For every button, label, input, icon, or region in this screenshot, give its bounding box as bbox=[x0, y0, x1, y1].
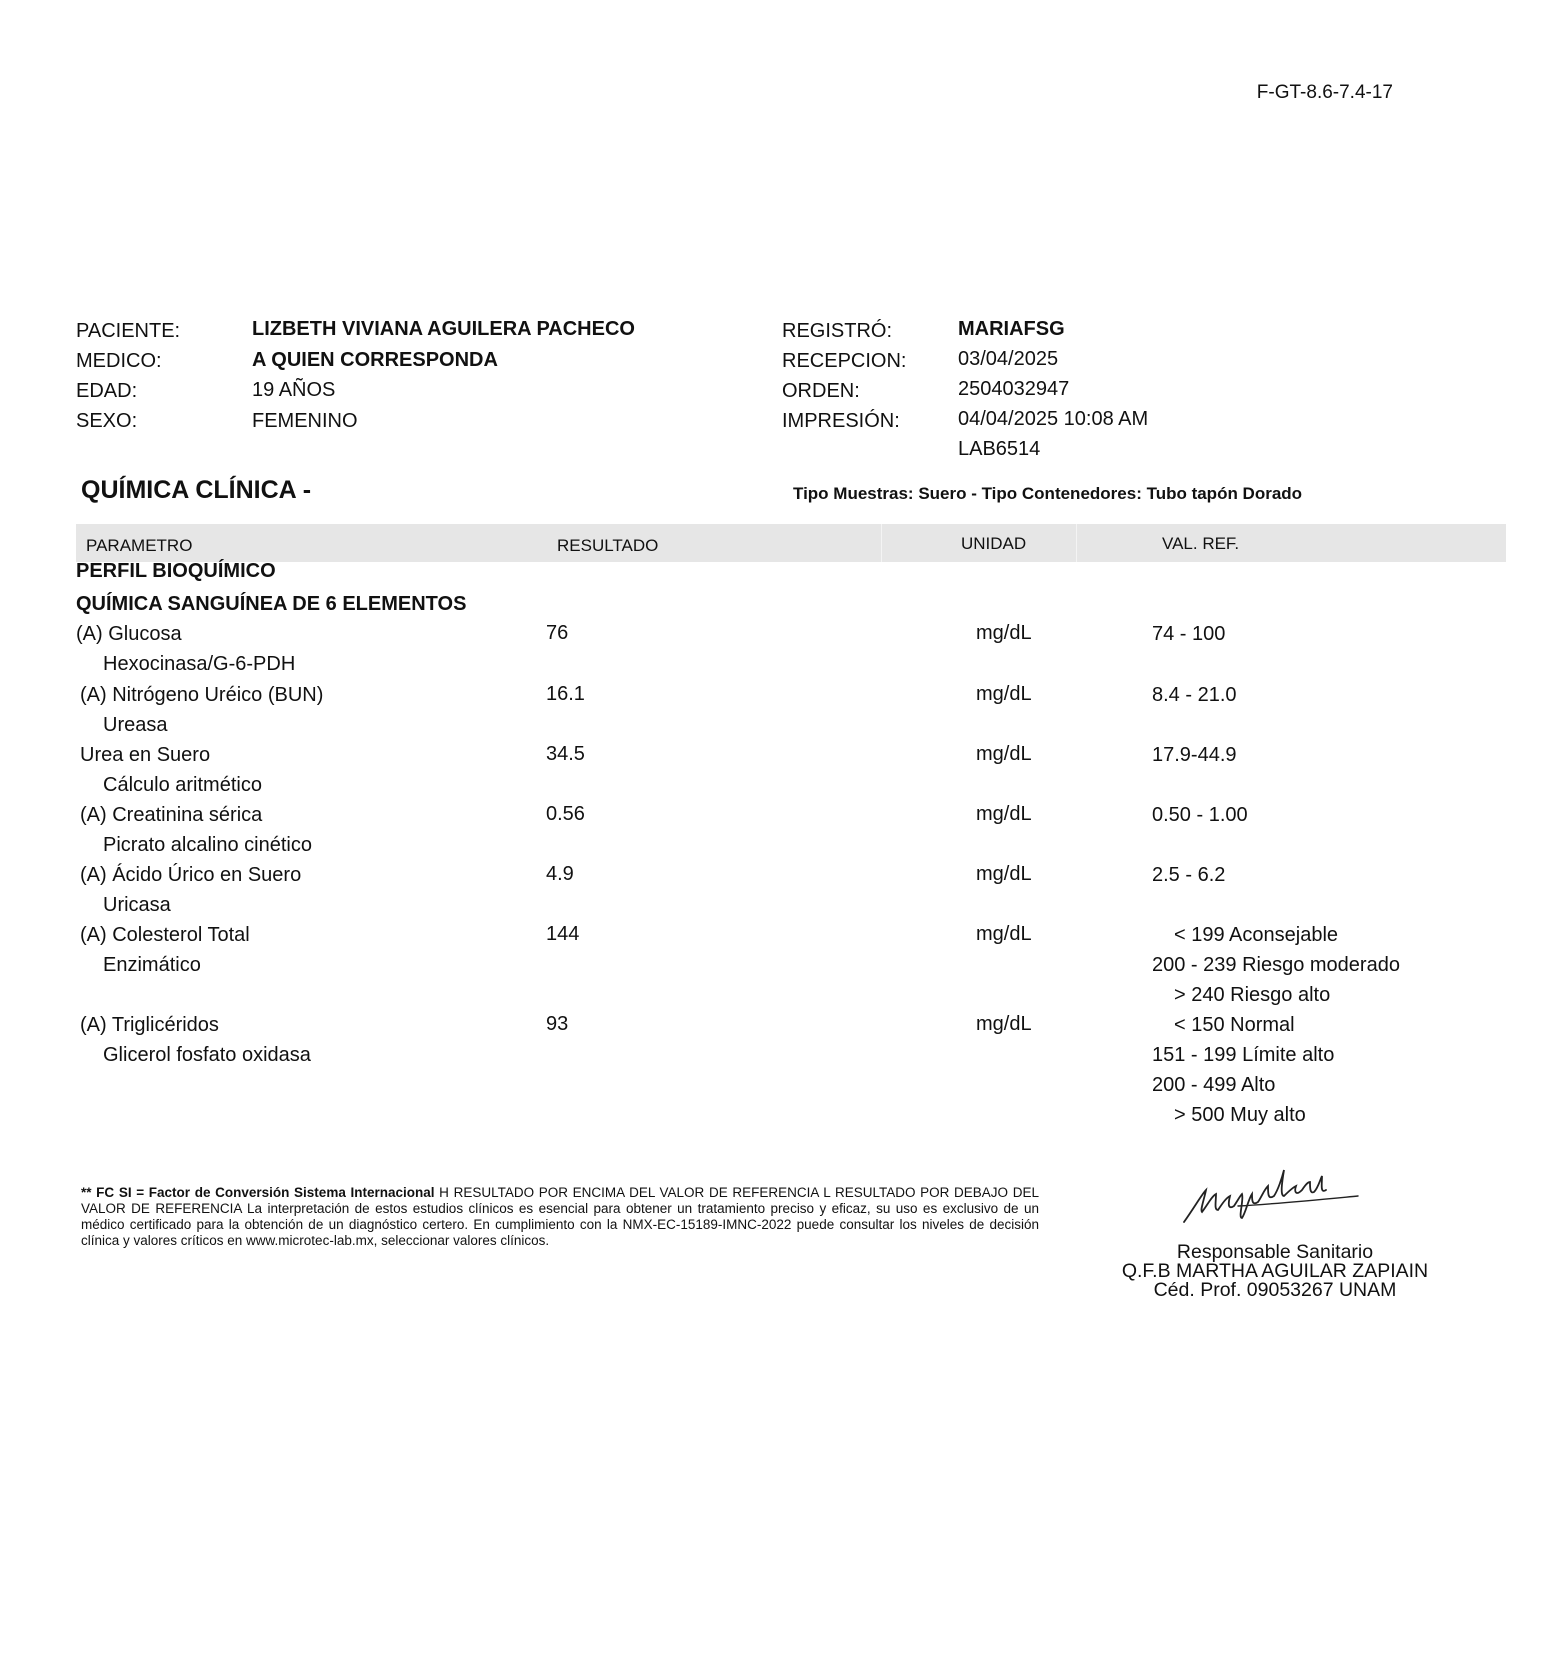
order-label: ORDEN: bbox=[782, 380, 860, 402]
row-unit: mg/dL bbox=[976, 923, 1032, 945]
row-ref: 74 - 100 bbox=[1152, 623, 1226, 645]
profile-title: PERFIL BIOQUÍMICO bbox=[76, 560, 276, 582]
row-method: Enzimático bbox=[103, 954, 201, 976]
row-unit: mg/dL bbox=[976, 803, 1032, 825]
print-value: 04/04/2025 10:08 AM bbox=[958, 408, 1149, 430]
row-ref: 200 - 499 Alto bbox=[1152, 1074, 1276, 1096]
row-ref: > 240 Riesgo alto bbox=[1174, 984, 1331, 1006]
row-unit: mg/dL bbox=[976, 622, 1032, 644]
header-result: RESULTADO bbox=[557, 536, 659, 555]
row-ref: < 199 Aconsejable bbox=[1174, 924, 1339, 946]
row-result: 93 bbox=[546, 1013, 569, 1035]
sex-value: FEMENINO bbox=[252, 410, 358, 432]
row-name: (A) Triglicéridos bbox=[80, 1014, 219, 1036]
row-method: Uricasa bbox=[103, 894, 171, 916]
lab-code: LAB6514 bbox=[958, 438, 1041, 460]
row-method: Cálculo aritmético bbox=[103, 774, 262, 796]
row-unit: mg/dL bbox=[976, 683, 1032, 705]
signature-image bbox=[1176, 1160, 1361, 1230]
reception-value: 03/04/2025 bbox=[958, 348, 1059, 370]
reception-label: RECEPCION: bbox=[782, 350, 907, 372]
row-name: (A) Ácido Úrico en Suero bbox=[80, 864, 302, 886]
header-param: PARAMETRO bbox=[86, 536, 193, 555]
header-unit: UNIDAD bbox=[961, 534, 1027, 553]
row-ref: 8.4 - 21.0 bbox=[1152, 684, 1237, 706]
row-name: (A) Colesterol Total bbox=[80, 924, 250, 946]
row-unit: mg/dL bbox=[976, 863, 1032, 885]
row-ref: 0.50 - 1.00 bbox=[1152, 804, 1248, 826]
responsible-role: Responsable Sanitario bbox=[1176, 1241, 1374, 1263]
header-ref: VAL. REF. bbox=[1162, 534, 1240, 553]
row-result: 4.9 bbox=[546, 863, 574, 885]
row-unit: mg/dL bbox=[976, 743, 1032, 765]
row-result: 76 bbox=[546, 622, 569, 644]
row-name: (A) Glucosa bbox=[76, 623, 182, 645]
section-title: QUÍMICA CLÍNICA - bbox=[81, 476, 312, 504]
row-unit: mg/dL bbox=[976, 1013, 1032, 1035]
patient-name: LIZBETH VIVIANA AGUILERA PACHECO bbox=[252, 318, 635, 340]
row-ref: < 150 Normal bbox=[1174, 1014, 1295, 1036]
row-method: Ureasa bbox=[103, 714, 168, 736]
print-label: IMPRESIÓN: bbox=[782, 410, 900, 432]
row-ref: 200 - 239 Riesgo moderado bbox=[1152, 954, 1400, 976]
table-header bbox=[76, 524, 1506, 562]
row-method: Hexocinasa/G-6-PDH bbox=[103, 653, 296, 675]
row-ref: 17.9-44.9 bbox=[1152, 744, 1237, 766]
sample-info: Tipo Muestras: Suero - Tipo Contenedores: Tubo tapón Dorado bbox=[793, 484, 1303, 503]
footer-note-bold: ** FC SI = Factor de Conversión Sistema Internacional bbox=[81, 1185, 435, 1200]
row-result: 34.5 bbox=[546, 743, 585, 765]
doctor-label: MEDICO: bbox=[76, 350, 162, 372]
row-method: Glicerol fosfato oxidasa bbox=[103, 1044, 311, 1066]
responsible-name: Q.F.B MARTHA AGUILAR ZAPIAIN bbox=[1121, 1260, 1429, 1282]
row-ref: 2.5 - 6.2 bbox=[1152, 864, 1226, 886]
row-ref: > 500 Muy alto bbox=[1174, 1104, 1306, 1126]
row-result: 16.1 bbox=[546, 683, 585, 705]
document-code: F-GT-8.6-7.4-17 bbox=[1256, 82, 1393, 103]
row-name: (A) Creatinina sérica bbox=[80, 804, 263, 826]
row-name: Urea en Suero bbox=[80, 744, 211, 766]
order-value: 2504032947 bbox=[958, 378, 1070, 400]
patient-label: PACIENTE: bbox=[76, 320, 181, 342]
responsible-license: Céd. Prof. 09053267 UNAM bbox=[1153, 1279, 1397, 1301]
registered-value: MARIAFSG bbox=[958, 318, 1065, 340]
footer-note-text: H RESULTADO POR ENCIMA DEL VALOR DE REFERENCIA L RESULTADO POR DEBAJO DEL VALOR DE REFERENCIA La interpretación de estos estudios clínicos es esencial para obtener un tratamiento preciso y eficaz, su uso es exclusivo de un médico certificado para la obtención de un diagnóstico certero. En cumplimiento con la NMX-EC-15189-IMNC-2022 puede consultar los niveles de decisión clínica y valores críticos en www.microtec-lab.mx, seleccionar valores clínicos. bbox=[81, 1185, 1039, 1248]
registered-label: REGISTRÓ: bbox=[782, 320, 893, 342]
row-name: (A) Nitrógeno Uréico (BUN) bbox=[80, 684, 324, 706]
row-ref: 151 - 199 Límite alto bbox=[1152, 1044, 1335, 1066]
row-result: 144 bbox=[546, 923, 580, 945]
doctor-name: A QUIEN CORRESPONDA bbox=[252, 349, 498, 371]
group-title: QUÍMICA SANGUÍNEA DE 6 ELEMENTOS bbox=[76, 593, 467, 615]
row-result: 0.56 bbox=[546, 803, 585, 825]
footer-note bbox=[81, 1185, 1039, 1249]
age-label: EDAD: bbox=[76, 380, 138, 402]
row-method: Picrato alcalino cinético bbox=[103, 834, 312, 856]
age-value: 19 AÑOS bbox=[252, 379, 336, 401]
responsible-block bbox=[1095, 1243, 1455, 1300]
sex-label: SEXO: bbox=[76, 410, 138, 432]
